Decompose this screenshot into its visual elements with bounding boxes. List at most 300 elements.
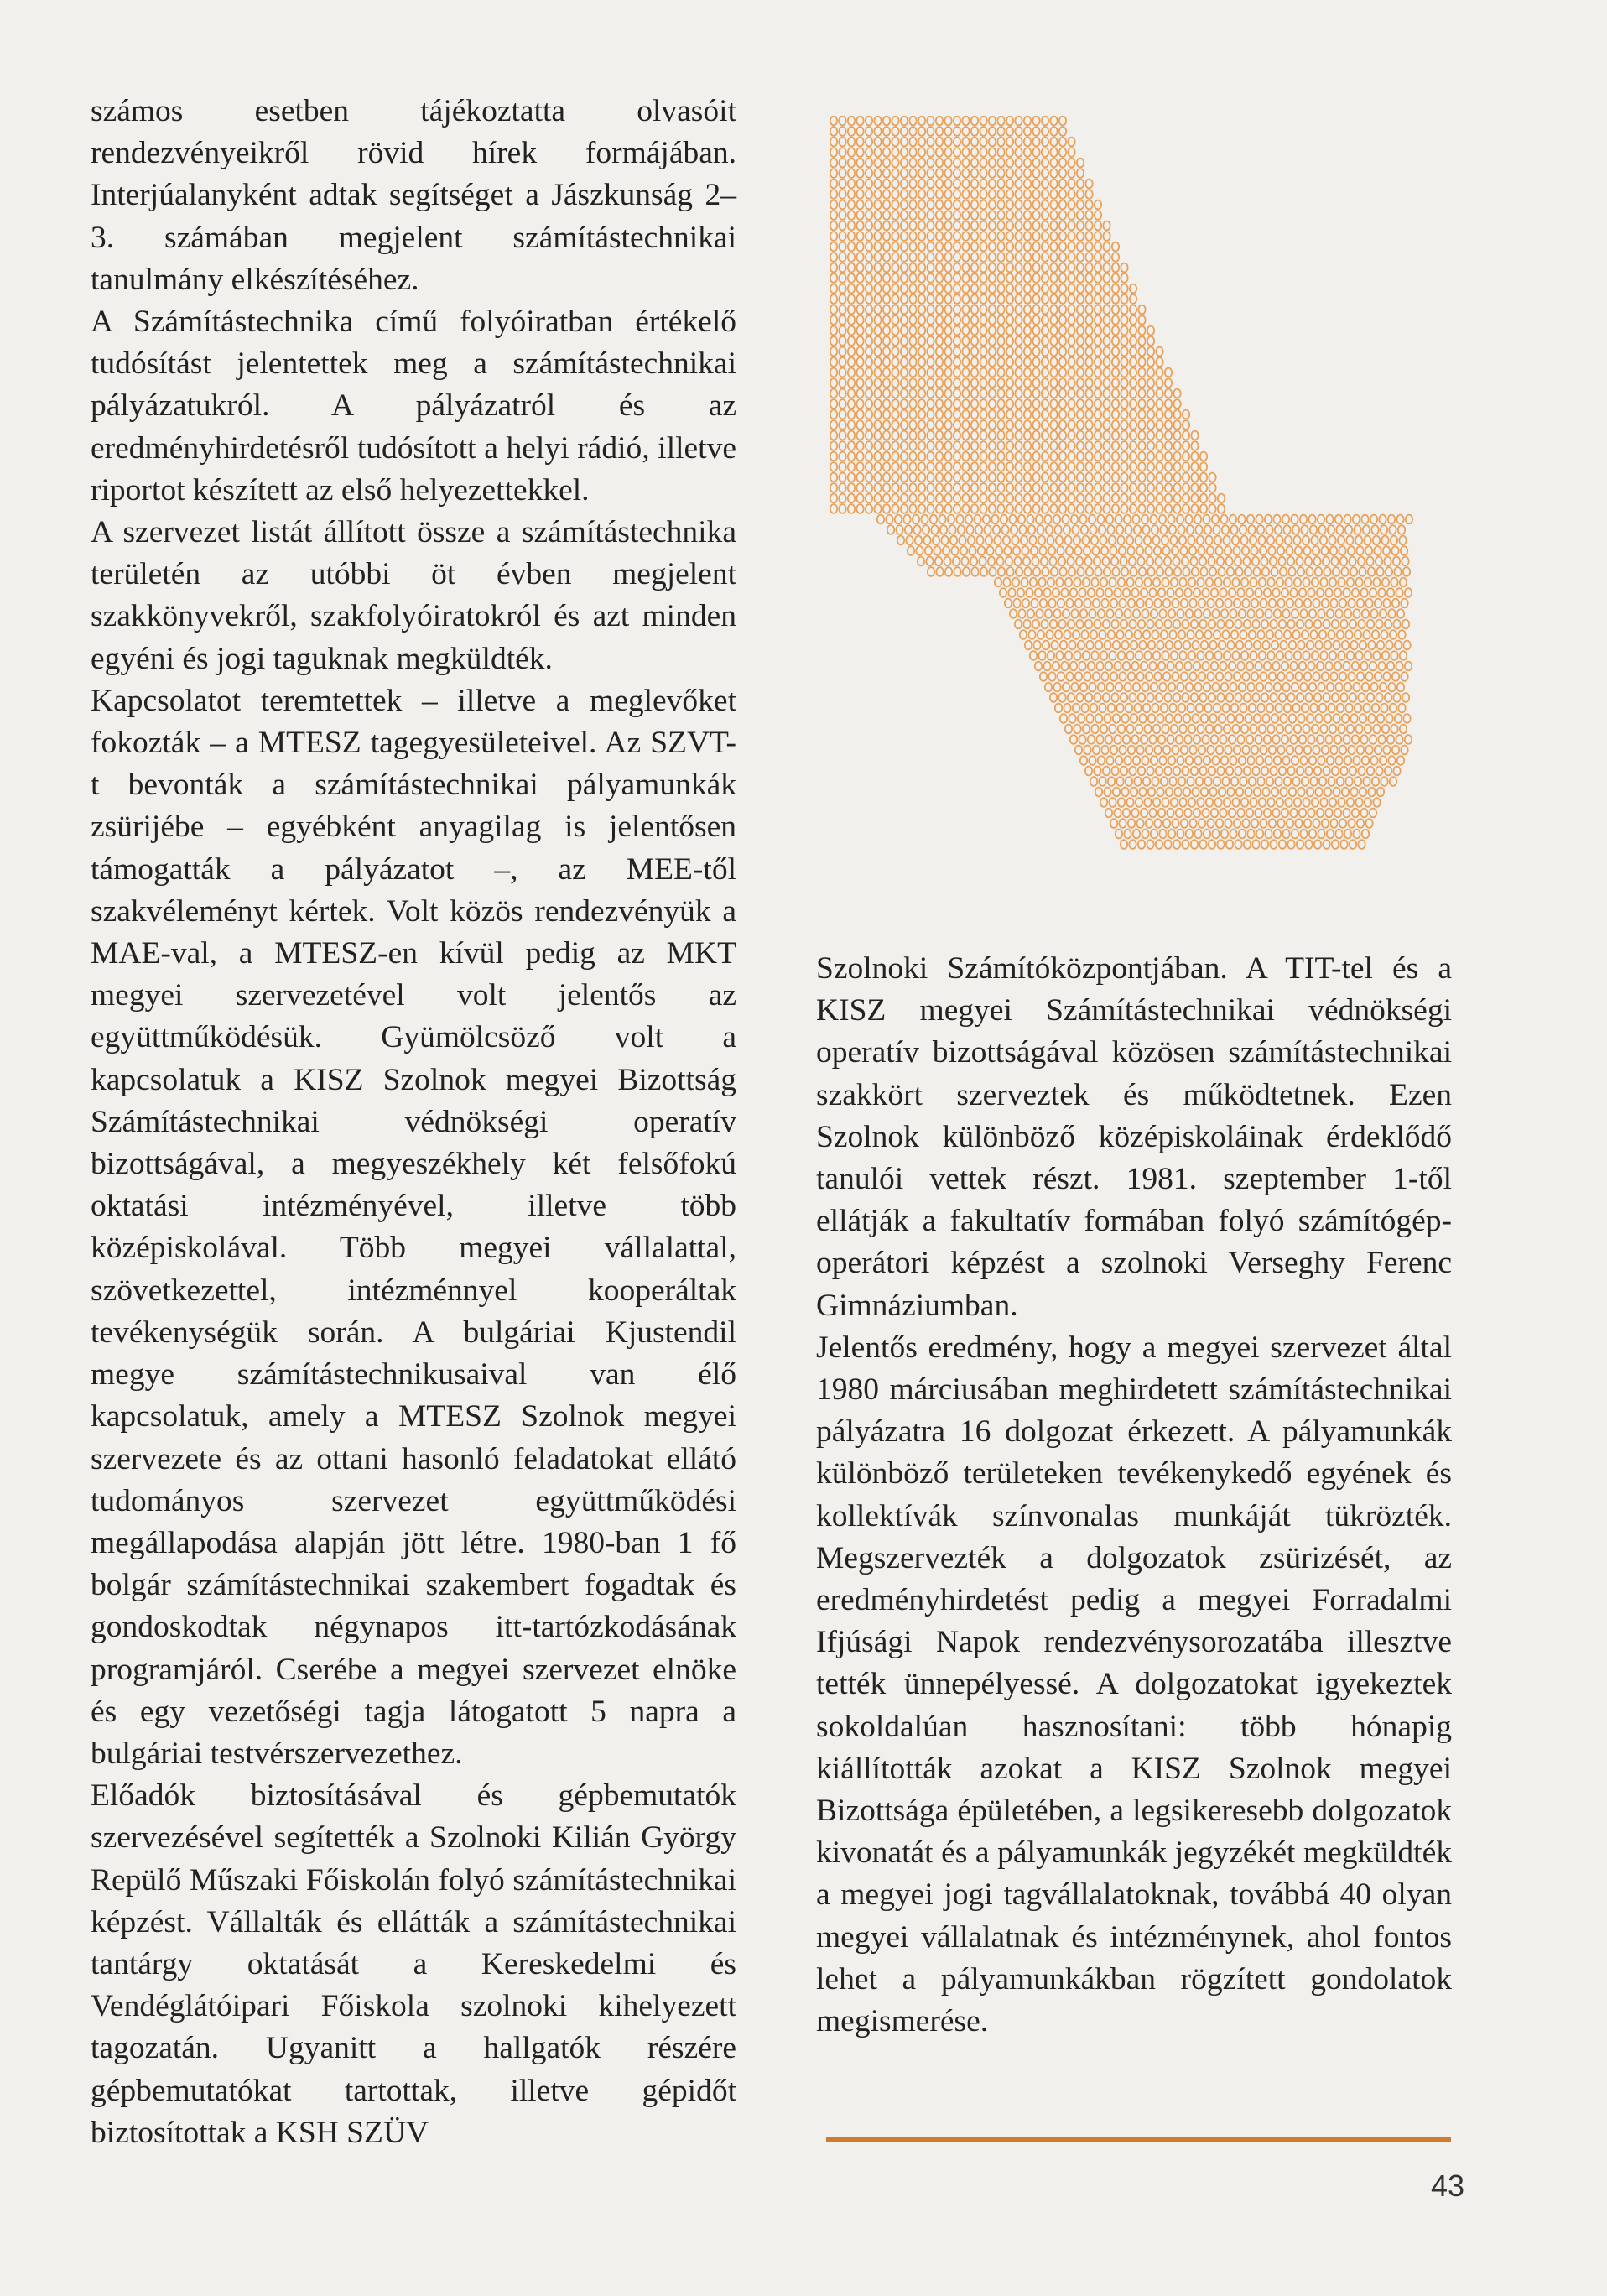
matrix-dot (989, 473, 996, 482)
matrix-dot (892, 315, 898, 325)
matrix-dot (1085, 767, 1092, 776)
matrix-dot (1321, 546, 1328, 555)
matrix-dot (1050, 138, 1057, 147)
matrix-dot (1224, 578, 1230, 587)
matrix-dot (901, 232, 908, 241)
matrix-dot (954, 410, 960, 419)
matrix-dot (918, 473, 925, 482)
matrix-dot (883, 452, 890, 461)
matrix-dot (1201, 641, 1208, 650)
matrix-dot (971, 420, 978, 430)
matrix-dot (1076, 620, 1083, 629)
matrix-dot (1081, 525, 1088, 534)
matrix-dot (962, 420, 969, 430)
matrix-dot (1024, 347, 1031, 357)
matrix-dot (1390, 704, 1396, 713)
matrix-dot (1126, 777, 1132, 786)
matrix-dot (918, 159, 925, 168)
matrix-dot (1153, 651, 1160, 660)
matrix-dot (980, 567, 987, 576)
matrix-dot (1147, 399, 1154, 409)
matrix-dot (1138, 368, 1145, 377)
matrix-dot (1088, 735, 1095, 744)
matrix-dot (1393, 620, 1400, 629)
matrix-dot (927, 253, 934, 262)
matrix-dot (1237, 662, 1244, 671)
matrix-dot (1068, 180, 1074, 189)
matrix-dot (962, 200, 969, 210)
matrix-dot (1042, 200, 1048, 210)
matrix-dot (1260, 599, 1266, 608)
matrix-dot (1382, 725, 1389, 734)
matrix-dot (1065, 725, 1072, 734)
matrix-dot (892, 494, 898, 503)
matrix-dot (1201, 788, 1208, 797)
matrix-dot (954, 389, 960, 398)
matrix-dot (1183, 462, 1189, 471)
matrix-dot (1172, 672, 1178, 681)
matrix-dot (997, 399, 1004, 409)
matrix-dot (1121, 441, 1127, 450)
matrix-dot (918, 399, 925, 409)
matrix-dot (989, 263, 996, 273)
matrix-dot (1267, 651, 1274, 660)
matrix-dot (1017, 588, 1024, 597)
matrix-dot (856, 347, 863, 357)
matrix-dot (1384, 557, 1391, 566)
matrix-dot (1264, 588, 1271, 597)
matrix-dot (1032, 159, 1039, 168)
matrix-dot (1050, 127, 1057, 136)
matrix-dot (1006, 557, 1012, 566)
matrix-dot (1103, 294, 1110, 304)
matrix-dot (1111, 767, 1118, 776)
matrix-dot (1128, 672, 1135, 681)
matrix-dot (1294, 578, 1301, 587)
matrix-dot (980, 483, 986, 492)
matrix-dot (1350, 767, 1356, 776)
matrix-dot (1124, 756, 1131, 765)
matrix-dot (901, 399, 908, 409)
matrix-dot (1042, 410, 1048, 419)
matrix-dot (1015, 148, 1022, 157)
matrix-dot (1205, 536, 1212, 545)
matrix-dot (1220, 735, 1226, 744)
matrix-dot (989, 253, 996, 262)
matrix-dot (954, 462, 960, 471)
matrix-dot (1106, 609, 1113, 618)
matrix-dot (1389, 525, 1396, 534)
matrix-dot (1031, 546, 1038, 555)
matrix-dot (962, 211, 969, 220)
matrix-dot (866, 452, 872, 461)
matrix-dot (962, 232, 969, 241)
matrix-dot (1367, 693, 1374, 702)
matrix-dot (1300, 830, 1307, 839)
matrix-dot (1265, 683, 1272, 692)
matrix-dot (936, 315, 943, 325)
matrix-dot (1251, 746, 1258, 755)
matrix-dot (839, 441, 845, 450)
matrix-dot (1196, 777, 1203, 786)
matrix-dot (1138, 504, 1145, 513)
matrix-dot (1209, 641, 1216, 650)
matrix-dot (1380, 609, 1386, 618)
matrix-dot (980, 504, 986, 513)
matrix-dot (1050, 169, 1057, 178)
matrix-dot (927, 315, 934, 325)
matrix-dot (1162, 725, 1168, 734)
matrix-dot (1068, 389, 1074, 398)
matrix-dot (1292, 525, 1299, 534)
matrix-dot (1360, 714, 1366, 723)
matrix-dot (936, 148, 943, 157)
matrix-dot (962, 347, 969, 357)
matrix-dot (927, 305, 934, 315)
matrix-dot (856, 305, 863, 315)
matrix-dot (1214, 651, 1221, 660)
matrix-dot (1022, 599, 1029, 608)
matrix-dot (1032, 557, 1038, 566)
matrix-dot (1121, 347, 1127, 357)
matrix-dot (1217, 767, 1224, 776)
matrix-dot (1157, 567, 1163, 576)
matrix-dot (1147, 494, 1154, 503)
matrix-dot (1097, 515, 1104, 524)
matrix-dot (1387, 735, 1394, 744)
matrix-dot (1006, 347, 1013, 357)
matrix-dot (1085, 211, 1092, 220)
matrix-dot (1309, 609, 1316, 618)
matrix-dot (1393, 693, 1400, 702)
matrix-dot (1178, 704, 1185, 713)
matrix-dot (1032, 378, 1039, 388)
matrix-dot (1114, 735, 1121, 744)
matrix-dot (1003, 536, 1010, 545)
matrix-dot (989, 483, 996, 492)
matrix-dot (1006, 452, 1013, 461)
matrix-dot (1177, 830, 1183, 839)
matrix-dot (1340, 620, 1347, 629)
matrix-dot (848, 159, 855, 168)
matrix-dot (1223, 536, 1230, 545)
matrix-dot (1064, 525, 1070, 534)
matrix-dot (1059, 389, 1066, 398)
matrix-dot (1172, 819, 1178, 828)
matrix-dot (1121, 840, 1127, 849)
matrix-dot (1264, 662, 1271, 671)
matrix-dot (856, 452, 863, 461)
matrix-dot (1378, 735, 1385, 744)
matrix-dot (1041, 620, 1048, 629)
matrix-dot (1136, 651, 1142, 660)
matrix-dot (1103, 494, 1110, 503)
matrix-dot (1085, 336, 1092, 346)
matrix-dot (1181, 746, 1188, 755)
matrix-dot (1147, 473, 1154, 482)
matrix-dot (1234, 819, 1240, 828)
matrix-dot (883, 221, 890, 231)
matrix-dot (1182, 620, 1188, 629)
matrix-dot (944, 242, 951, 252)
matrix-dot (1059, 452, 1066, 461)
matrix-dot (1042, 284, 1048, 294)
matrix-dot (1278, 557, 1285, 566)
matrix-dot (1183, 483, 1189, 492)
matrix-dot (936, 127, 943, 136)
matrix-dot (1085, 504, 1092, 513)
matrix-dot (997, 357, 1004, 367)
matrix-dot (944, 336, 951, 346)
matrix-dot (892, 253, 898, 262)
matrix-dot (1068, 253, 1074, 262)
matrix-dot (856, 211, 863, 220)
matrix-dot (1015, 232, 1022, 241)
matrix-dot (965, 515, 972, 524)
matrix-dot (866, 399, 872, 409)
matrix-dot (1112, 273, 1119, 283)
matrix-dot (1235, 567, 1242, 576)
matrix-dot (962, 242, 969, 252)
matrix-dot (1024, 315, 1031, 325)
matrix-dot (1089, 683, 1095, 692)
matrix-dot (1360, 662, 1367, 671)
matrix-dot (1024, 148, 1031, 157)
matrix-dot (927, 347, 934, 357)
matrix-dot (1357, 819, 1364, 828)
matrix-dot (1183, 788, 1190, 797)
matrix-dot (1156, 693, 1162, 702)
matrix-dot (1050, 221, 1057, 231)
matrix-dot (1239, 830, 1246, 839)
matrix-dot (1156, 452, 1162, 461)
matrix-dot (1032, 441, 1039, 450)
matrix-dot (936, 294, 943, 304)
matrix-dot (1091, 651, 1098, 660)
matrix-dot (1006, 284, 1013, 294)
matrix-dot (1095, 326, 1101, 336)
matrix-dot (1096, 662, 1103, 671)
matrix-dot (874, 305, 881, 315)
matrix-dot (989, 347, 996, 357)
matrix-dot (1202, 588, 1209, 597)
matrix-dot (1006, 494, 1013, 503)
matrix-dot (1387, 588, 1394, 597)
matrix-dot (1269, 819, 1276, 828)
matrix-dot (1231, 630, 1238, 639)
matrix-dot (1182, 840, 1188, 849)
matrix-dot (1303, 798, 1309, 807)
matrix-dot (1059, 127, 1066, 136)
matrix-dot (1059, 180, 1066, 189)
matrix-dot (1024, 473, 1031, 482)
matrix-dot (1386, 714, 1392, 723)
matrix-dot (1282, 756, 1289, 765)
matrix-dot (1157, 641, 1163, 650)
matrix-dot (1352, 809, 1359, 818)
matrix-dot (1374, 546, 1381, 555)
matrix-dot (856, 441, 863, 450)
matrix-dot (1004, 546, 1011, 555)
matrix-dot (954, 127, 960, 136)
matrix-dot (989, 180, 996, 189)
matrix-dot (1244, 840, 1251, 849)
matrix-dot (909, 504, 916, 513)
matrix-dot (1310, 704, 1317, 713)
matrix-dot (1148, 714, 1155, 723)
matrix-dot (892, 483, 898, 492)
matrix-dot (1320, 725, 1327, 734)
matrix-dot (1186, 683, 1193, 692)
matrix-dot (1191, 441, 1198, 450)
matrix-dot (1240, 536, 1247, 545)
matrix-dot (944, 138, 951, 147)
matrix-dot (1199, 767, 1206, 776)
matrix-dot (1305, 767, 1312, 776)
matrix-dot (1274, 683, 1281, 692)
matrix-dot (1271, 567, 1277, 576)
matrix-dot (874, 138, 881, 147)
matrix-dot (909, 117, 916, 126)
matrix-dot (1173, 441, 1180, 450)
matrix-dot (1121, 767, 1127, 776)
matrix-dot (866, 159, 872, 168)
matrix-dot (1292, 756, 1298, 765)
matrix-dot (887, 525, 894, 534)
matrix-dot (1048, 672, 1055, 681)
matrix-dot (1391, 546, 1398, 555)
matrix-dot (1147, 368, 1154, 377)
matrix-dot (1403, 567, 1410, 576)
matrix-dot (1168, 683, 1175, 692)
matrix-dot (1006, 148, 1013, 157)
matrix-dot (1099, 525, 1105, 534)
matrix-dot (1138, 378, 1145, 388)
matrix-dot (1196, 630, 1203, 639)
matrix-dot (1184, 662, 1191, 671)
matrix-dot (1134, 777, 1141, 786)
matrix-dot (1323, 840, 1329, 849)
matrix-dot (1075, 599, 1082, 608)
matrix-dot (839, 420, 845, 430)
matrix-dot (1270, 693, 1277, 702)
matrix-dot (1383, 746, 1390, 755)
matrix-dot (1006, 190, 1013, 199)
matrix-dot (1233, 546, 1240, 555)
matrix-dot (1077, 473, 1084, 482)
matrix-dot (901, 180, 908, 189)
matrix-dot (1363, 630, 1370, 639)
matrix-dot (927, 273, 934, 283)
matrix-dot (1042, 273, 1048, 283)
matrix-dot (856, 357, 863, 367)
matrix-dot (856, 221, 863, 231)
matrix-dot (1108, 630, 1115, 639)
matrix-dot (936, 305, 943, 315)
matrix-dot (1324, 714, 1331, 723)
matrix-dot (1050, 431, 1057, 440)
matrix-dot (866, 473, 872, 482)
matrix-dot (954, 399, 960, 409)
matrix-dot (1390, 630, 1396, 639)
matrix-dot (1353, 756, 1360, 765)
matrix-dot (848, 336, 855, 346)
matrix-dot (1388, 515, 1395, 524)
matrix-dot (1085, 483, 1092, 492)
matrix-dot (1214, 630, 1220, 639)
matrix-dot (980, 232, 986, 241)
matrix-dot (883, 305, 890, 315)
matrix-dot (1131, 788, 1137, 797)
matrix-dot (901, 504, 908, 513)
matrix-dot (1378, 662, 1385, 671)
matrix-dot (989, 368, 996, 377)
matrix-dot (1032, 200, 1039, 210)
matrix-dot (1086, 567, 1093, 576)
matrix-dot (1093, 599, 1100, 608)
matrix-dot (1348, 546, 1355, 555)
matrix-dot (883, 138, 890, 147)
matrix-dot (1265, 515, 1272, 524)
matrix-dot (1318, 830, 1324, 839)
matrix-dot (1163, 746, 1170, 755)
matrix-dot (1355, 704, 1361, 713)
matrix-dot (927, 452, 934, 461)
matrix-dot (1045, 609, 1052, 618)
matrix-dot (989, 138, 996, 147)
matrix-dot (1006, 326, 1013, 336)
matrix-dot (1138, 483, 1145, 492)
matrix-dot (1187, 630, 1194, 639)
matrix-dot (1291, 515, 1298, 524)
matrix-dot (1129, 767, 1136, 776)
matrix-dot (839, 294, 845, 304)
matrix-dot (848, 117, 855, 126)
matrix-dot (1266, 777, 1273, 786)
matrix-dot (1095, 347, 1101, 357)
matrix-dot (1144, 725, 1151, 734)
matrix-dot (1183, 452, 1189, 461)
matrix-dot (1006, 127, 1013, 136)
matrix-dot (1199, 620, 1206, 629)
matrix-dot (1091, 536, 1098, 545)
matrix-dot (918, 336, 925, 346)
matrix-dot (839, 190, 845, 199)
matrix-dot (883, 273, 890, 283)
matrix-dot (954, 504, 960, 513)
matrix-dot (1095, 368, 1101, 377)
matrix-dot (1006, 117, 1013, 126)
matrix-dot (1090, 630, 1097, 639)
matrix-dot (1197, 536, 1204, 545)
matrix-dot (1308, 588, 1314, 597)
matrix-dot (976, 536, 983, 545)
matrix-dot (1209, 693, 1215, 702)
matrix-dot (1317, 735, 1324, 744)
matrix-dot (901, 127, 908, 136)
matrix-dot (927, 284, 934, 294)
matrix-dot (1121, 378, 1127, 388)
matrix-dot (856, 378, 863, 388)
matrix-dot (866, 242, 872, 252)
matrix-dot (848, 357, 855, 367)
matrix-dot (1138, 347, 1145, 357)
matrix-dot (962, 315, 969, 325)
matrix-dot (1148, 788, 1155, 797)
matrix-dot (997, 200, 1004, 210)
matrix-dot (866, 431, 872, 440)
matrix-dot (901, 273, 908, 283)
